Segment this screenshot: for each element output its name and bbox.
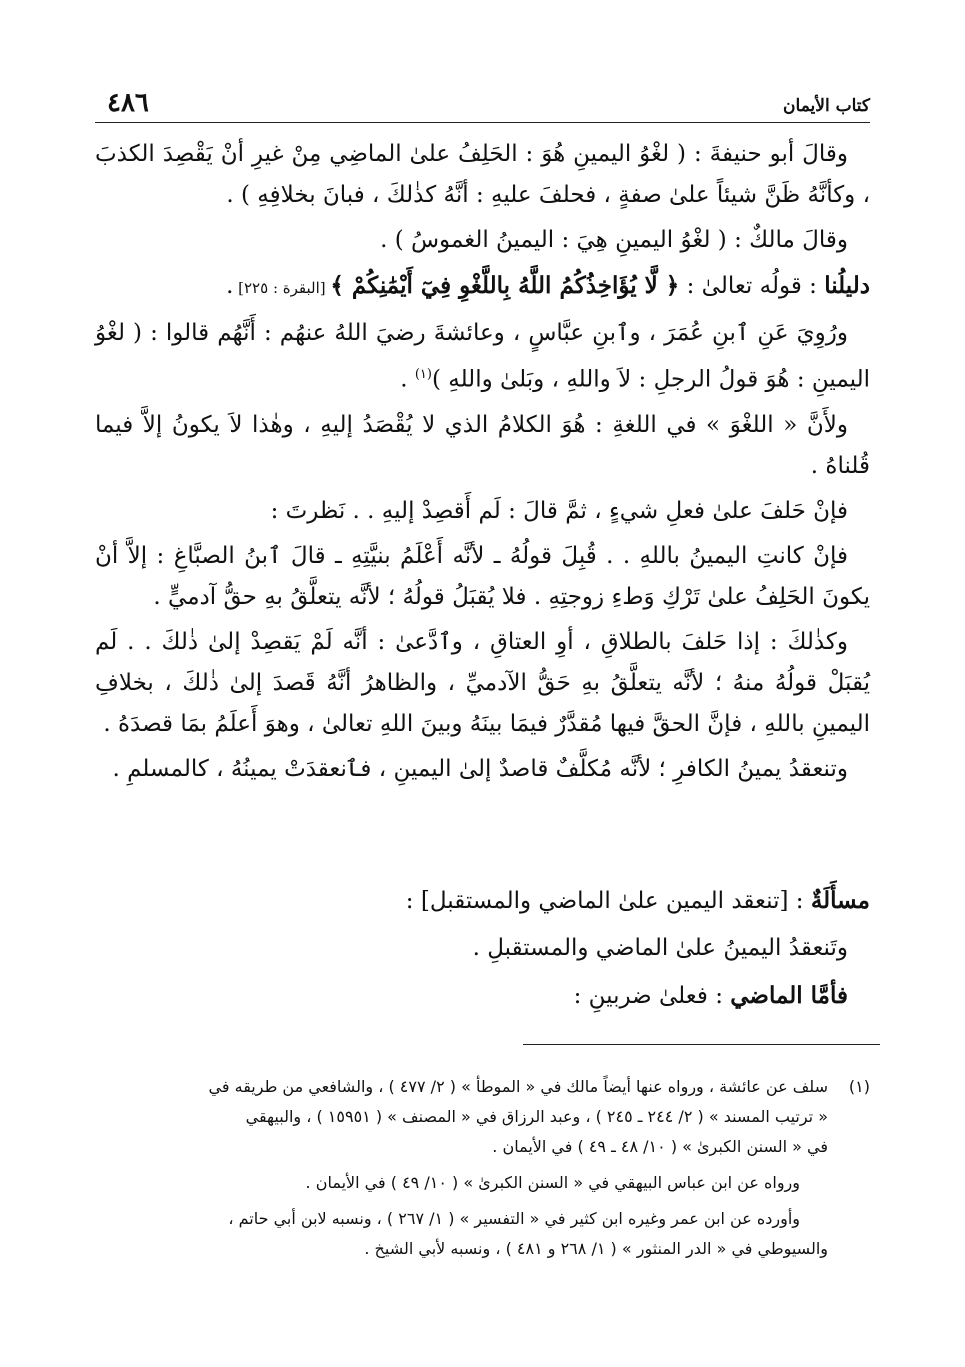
paragraph-disbeliever-oath: وتنعقدُ يمينُ الكافرِ ؛ لأنَّه مُكلَّفٌ قاصدٌ إلىٰ اليمينِ ، فٱنعقدَتْ يمينُهُ ، كالمسلمِ .	[112, 755, 848, 782]
footnote-divider	[523, 1044, 880, 1045]
footnote-1-line-2: « ترتيب المسند » ( ٢/ ٢٤٤ ـ ٢٤٥ ) ، وعبد الرزاق في « المصنف » ( ١٥٩٥١ ) ، والبيهقي	[245, 1107, 828, 1126]
footnote-ibn-abbas: ورواه عن ابن عباس البيهقي في « السنن الكبرىٰ » ( ١٠/ ٤٩ ) في الأيمان .	[305, 1173, 800, 1192]
running-header	[95, 86, 870, 123]
paragraph-evidence	[95, 265, 870, 309]
evidence-lead: دليلُنا	[824, 272, 870, 299]
paragraph-past-types	[95, 975, 870, 1017]
paragraph-oath-by-allah: فإنْ كانتِ اليمينُ باللهِ . . قُبِلَ قولُهُ ـ لأنَّه أَعْلَمُ بنيَّتِهِ ـ قالَ ٱبنُ الصبَّاغِ : إلاَّ أنْ يكونَ الحَلِفُ علىٰ تَرْكِ وَطءِ زوجتِهِ . فلا يُقبَلُ قولُهُ ؛ لأنَّه يتعلَّقُ بهِ حقُّ آدميٍّ .	[95, 542, 870, 610]
footnote-ibn-umar-line-2: والسيوطي في « الدر المنثور » ( ١/ ٢٦٨ و ٤٨١ ) ، ونسبه لأبي الشيخ .	[364, 1239, 828, 1258]
footnote-1-line-3: في « السنن الكبرىٰ » ( ١٠/ ٤٨ ـ ٤٩ ) في الأيمان .	[492, 1137, 828, 1156]
masala-title: : [تنعقد اليمين علىٰ الماضي والمستقبل] :	[405, 888, 811, 914]
footnote-marker: (١)	[414, 367, 432, 382]
footnote-1-number: (١)	[848, 1077, 870, 1096]
evidence-end: .	[226, 273, 234, 299]
paragraph-malik: وقالَ مالكٌ : ( لغْوُ اليمينِ هِيَ : اليمينُ الغموسُ ) .	[380, 227, 848, 253]
paragraph-oath-past-future: وتَنعقدُ اليمينُ علىٰ الماضي والمستقبلِ .	[472, 935, 848, 961]
masala-heading	[95, 880, 870, 922]
past-lead: فأمَّا الماضي	[730, 982, 848, 1009]
paragraph-narration	[95, 313, 870, 401]
masala-lead: مسأَلَةٌ	[810, 887, 870, 914]
verse-reference: [البقرة : ٢٢٥]	[233, 279, 331, 297]
paragraph-divorce-oath: وكذٰلكَ : إذا حَلفَ بالطلاقِ ، أوِ العتاقِ ، وٱدَّعىٰ : أنَّه لَمْ يَقصِدْ إلىٰ ذٰلكَ . . لَم يُقبَلْ قولُهُ منهُ ؛ لأنَّه يتعلَّقُ بهِ حَقُّ الآدميِّ ، والظاهرُ أنَّهُ قَصدَ إلىٰ ذٰلكَ ، بخلافِ اليمينِ باللهِ ، فإنَّ الحقَّ فيها مُقدَّرٌ فيمَا بينَهُ وبينَ اللهِ تعالىٰ ، وهوَ أَعلَمُ بمَا قصدَهُ .	[95, 628, 870, 737]
narration-end: .	[400, 366, 415, 393]
main-text-block-2	[95, 880, 870, 1017]
quran-verse: ﴿ لَّا يُؤَاخِذُكُمُ اللَّهُ بِاللَّغْوِ فِيٓ أَيْمَٰنِكُمْ ﴾	[330, 272, 680, 299]
footnote-1	[95, 1072, 870, 1102]
page-number: ٤٨٦	[107, 88, 149, 118]
footnote-1-line-1: سلف عن عائشة ، ورواه عنها أيضاً مالك في « الموطأ » ( ٢/ ٤٧٧ ) ، والشافعي من طريقه في	[208, 1077, 828, 1096]
main-text-block-1	[95, 134, 870, 790]
chapter-title: كتاب الأيمان	[783, 96, 870, 116]
footnote-ibn-umar-line-1: وأورده عن ابن عمر وغيره ابن كثير في « التفسير » ( ١/ ٢٦٧ ) ، ونسبه لابن أبي حاتم ،	[228, 1209, 800, 1228]
past-text: : فعلىٰ ضربينِ :	[573, 983, 731, 1009]
paragraph-lagw-language: ولأَنَّ « اللغْوَ » في اللغةِ : هُوَ الكلامُ الذي لا يُقْصَدُ إليهِ ، وهٰذا لاَ يكونُ إلاَّ فيما قُلناهُ .	[95, 411, 870, 479]
paragraph-abu-hanifa: وقالَ أبو حنيفةَ : ( لغْوُ اليمينِ هُوَ : الحَلِفُ علىٰ الماضِي مِنْ غيرِ أنْ يَقْصِدَ الكذبَ ، وكأنَّهُ ظَنَّ شيئاً علىٰ صفةٍ ، فحلفَ عليهِ : أنَّهُ كذٰلكَ ، فبانَ بخلافِهِ ) .	[95, 141, 870, 208]
narration-text: ورُوِيَ عَنِ ٱبنِ عُمَرَ ، وٱبنِ عبَّاسٍ ، وعائشةَ رضيَ اللهُ عنهُم : أَنَّهُم قالوا : ( لغْوُ اليمينِ : هُوَ قولُ الرجلِ : لاَ واللهِ ، وبَلىٰ واللهِ )	[95, 320, 870, 393]
paragraph-oath-action: فإنْ حَلفَ علىٰ فعلِ شيءٍ ، ثمَّ قالَ : لَم أَقصِدْ إليهِ . . نَظرتَ :	[270, 497, 848, 524]
footnotes-block	[95, 1072, 870, 1264]
evidence-intro: : قولُه تعالىٰ :	[679, 273, 825, 299]
